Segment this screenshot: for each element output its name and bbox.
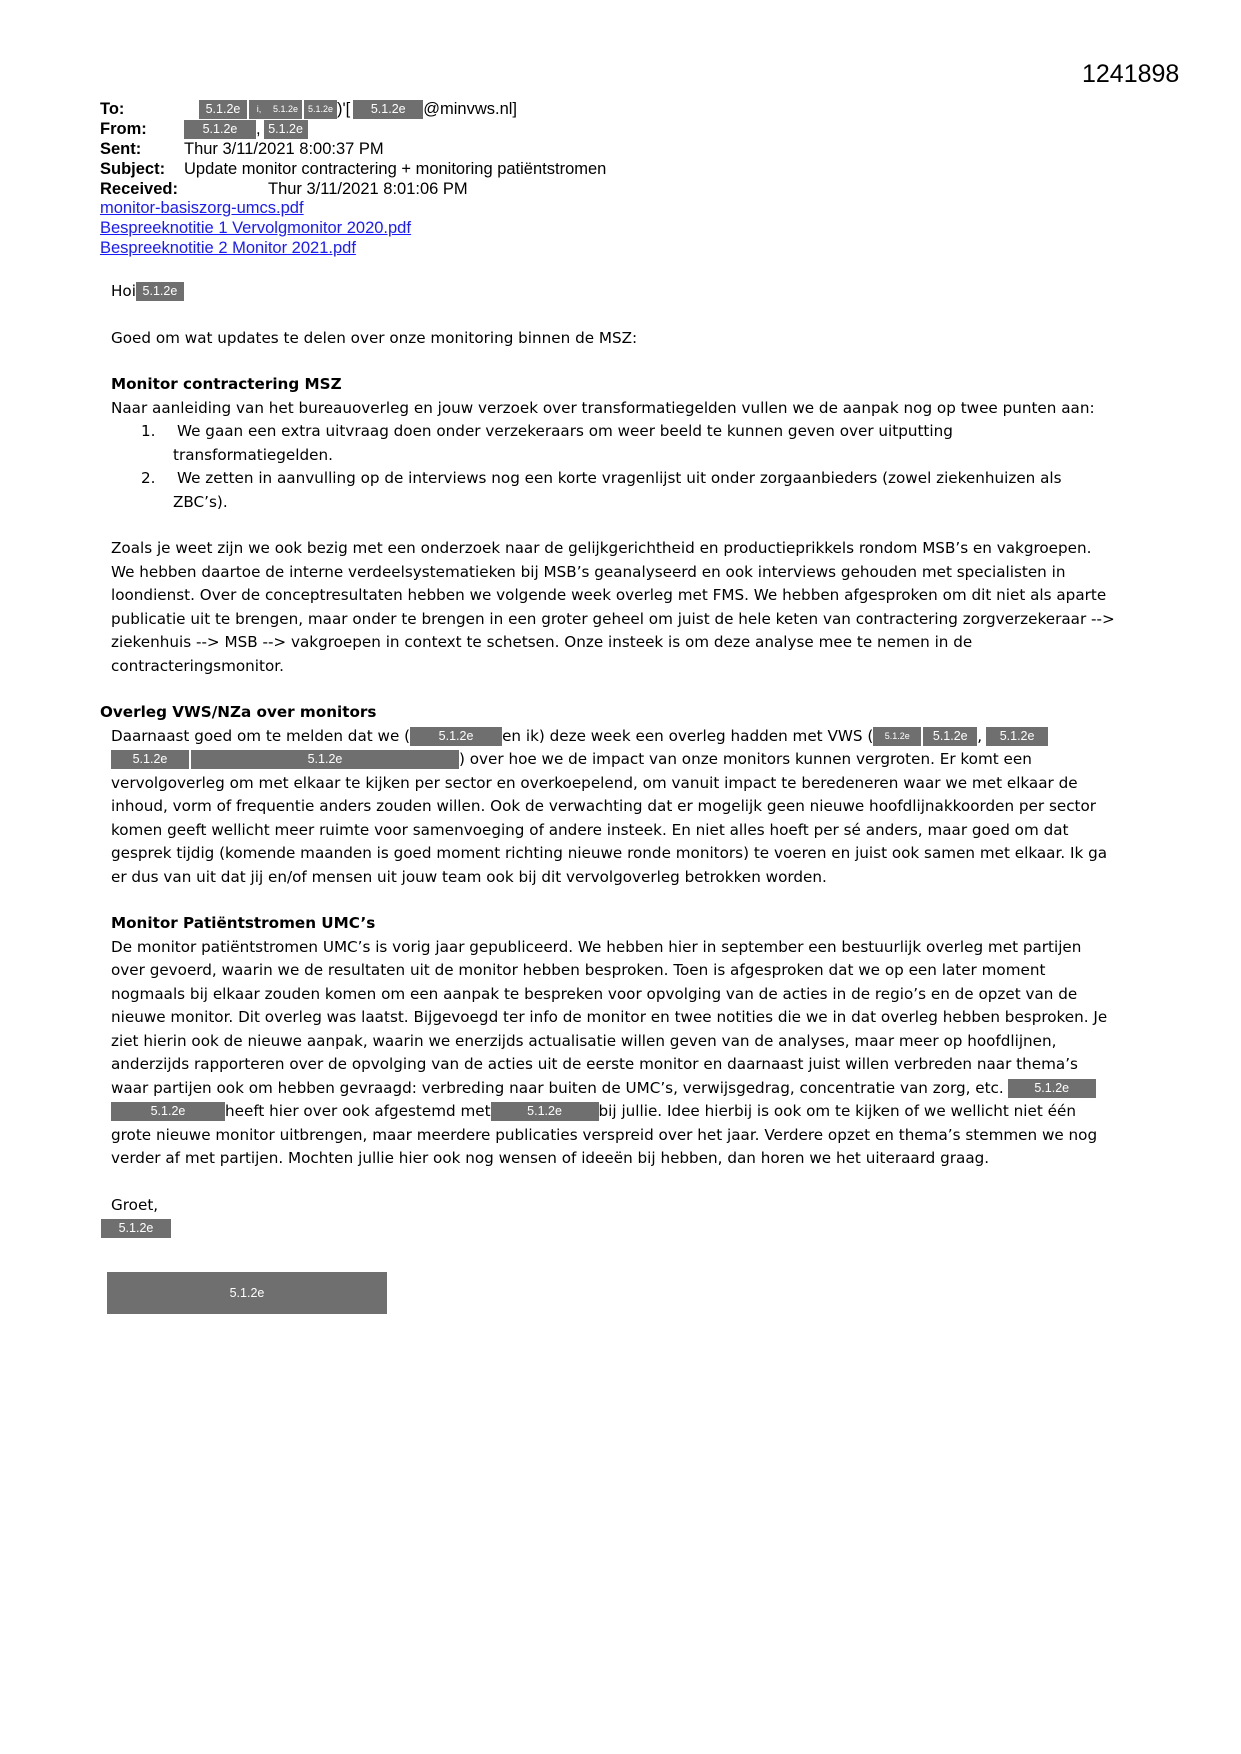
text-line [111, 725, 1141, 749]
text-line [111, 1100, 1141, 1124]
redaction: 5.1.2e [136, 282, 184, 301]
redaction: 5.1.2e [491, 1102, 599, 1121]
text-line: gesprek tijdig (komende maanden is goed moment richting nieuwe ronde monitors) te voeren en juist ook samen met elkaar. Ik ga [111, 844, 1108, 862]
redaction-separator: i, [249, 100, 269, 119]
text-line: publicatie uit te brengen, maar onder te brengen in een groter geheel om juist de hele keten van contractering zorgverzekeraar --> [111, 609, 1115, 628]
text-line: komen geeft wellicht meer ruimte voor samenvoeging of andere insteek. En niet alles hoeft per sé anders, maar goed om dat [111, 820, 1069, 839]
paragraph: Naar aanleiding van het bureauoverleg en jouw verzoek over transformatiegelden vullen we de aanpak nog op twee punten aan: [111, 398, 1095, 417]
section-title-contractering: Monitor contractering MSZ [111, 375, 342, 393]
to-domain: @minvws.nl] [423, 100, 517, 118]
greeting-line [111, 280, 1141, 304]
text-line: De monitor patiëntstromen UMC’s is vorig jaar gepubliceerd. We hebben hier in september een bestuurlijk overleg met partijen [111, 937, 1082, 956]
text-fragment: Daarnaast goed om te melden dat we ( [111, 726, 411, 745]
closing: Groet, [111, 1195, 159, 1214]
to-separator: )'[ [337, 100, 351, 118]
text-line: Zoals je weet zijn we ook bezig met een onderzoek naar de gelijkgerichtheid en productieprikkels rondom MSB’s en vakgroepen. [111, 539, 1092, 557]
redaction: 5.1.2e [184, 120, 256, 139]
redaction: 5.1.2e [353, 100, 423, 119]
redaction: 5.1.2e [986, 727, 1048, 746]
redaction: 5.1.2e [1008, 1079, 1096, 1098]
list-text: transformatiegelden. [173, 445, 333, 464]
header-subject-row [100, 159, 606, 179]
email-body [100, 280, 1141, 1241]
header-sent-row [100, 139, 384, 159]
header-to-row [100, 99, 517, 119]
text-line: anderzijds rapporteren over de opvolging van de acties uit de eerste monitor en daarnaast juist willen verbreden naar thema’s [111, 1055, 1078, 1073]
redaction: 5.1.2e [923, 727, 977, 746]
subject-label: Subject: [100, 160, 166, 178]
text-line [111, 1077, 1141, 1101]
sent-label: Sent: [100, 140, 142, 158]
redaction: 5.1.2e [191, 750, 459, 769]
header-from-row [100, 119, 308, 139]
list-item [111, 467, 1141, 514]
text-line: grote nieuwe monitor uitbrengen, maar meerdere publicaties verspreid over het jaar. Verdere opzet en thema’s stemmen we nog [111, 1125, 1098, 1144]
redaction: 5.1.2e [304, 100, 337, 119]
redaction: 5.1.2e [873, 727, 921, 746]
text-line: verder af met partijen. Mochten jullie hier ook nog wensen of ideeën bij hebben, dan horen we het uiteraard graag. [111, 1149, 990, 1167]
attachment-link[interactable]: monitor-basiszorg-umcs.pdf [100, 199, 304, 217]
text-fragment: waar partijen ook om hebben gevraagd: verbreding naar buiten de UMC’s, verwijsgedrag, concentratie van zorg, etc. [111, 1078, 1004, 1097]
list-number: 1. [141, 422, 156, 440]
received-label: Received: [100, 180, 178, 198]
text-fragment: ) over hoe we de impact van onze monitors kunnen vergroten. Er komt een [459, 750, 1032, 768]
signature-line [111, 1217, 1141, 1241]
to-label: To: [100, 100, 125, 118]
list-item [111, 420, 1141, 467]
redaction: 5.1.2e [111, 750, 189, 769]
greeting: Hoi [111, 282, 136, 300]
text-line: vervolgoverleg om met elkaar te kijken per sector en overkoepelend, om vanuit impact te beredeneren waar we met elkaar de [111, 773, 1078, 792]
from-label: From: [100, 120, 147, 138]
list-text: We zetten in aanvulling op de interviews nog een korte vragenlijst uit onder zorgaanbieders (zowel ziekenhuizen als [177, 469, 1062, 487]
text-line: nogmaals bij elkaar zouden komen om een aanpak te bespreken voor opvolging van de acties in de regio’s en de opzet van de [111, 984, 1078, 1003]
redaction: 5.1.2e [410, 727, 502, 746]
list-text: ZBC’s). [173, 492, 228, 511]
subject-value: Update monitor contractering + monitoring patiëntstromen [184, 160, 607, 178]
redaction: 5.1.2e [264, 120, 308, 139]
text-line: ziekenhuis --> MSB --> vakgroepen in context te schetsen. Onze insteek is om deze analyse mee te nemen in de [111, 633, 973, 651]
header-received-row [100, 179, 468, 199]
sent-value: Thur 3/11/2021 8:00:37 PM [184, 140, 384, 158]
redaction: 5.1.2e [101, 1219, 171, 1238]
text-line: inhoud, vorm of frequentie anders zouden willen. Ook de verwachting dat er mogelijk geen nieuwe hoofdlijnakkoorden per sector [111, 797, 1097, 815]
redaction: 5.1.2e [111, 1102, 225, 1121]
text-fragment: , [977, 726, 983, 745]
text-fragment: heeft hier over ook afgestemd met [225, 1102, 491, 1120]
text-line: contracteringsmonitor. [111, 656, 284, 675]
text-line: over gevoerd, waarin we de resultaten uit de monitor hebben besproken. Toen is afgesproken dat we op een later moment [111, 961, 1046, 979]
text-line: nieuwe monitor. Dit overleg was laatst. Bijgevoegd ter info de monitor en twee notities die we in dat overleg hebben besproken. Je [111, 1008, 1108, 1026]
redaction-signature-block: 5.1.2e [107, 1272, 387, 1314]
text-fragment: en ik) deze week een overleg hadden met VWS ( [502, 726, 874, 745]
list-number: 2. [141, 469, 156, 487]
document-number: 1241898 [1082, 60, 1180, 88]
text-line: ziet hierin ook de nieuwe aanpak, waarin we enerzijds actualisatie willen geven van de analyses, maar meer op hoofdlijnen, [111, 1031, 1057, 1050]
attachment-link[interactable]: Bespreeknotitie 2 Monitor 2021.pdf [100, 239, 356, 257]
text-line: er dus van uit dat jij en/of mensen uit jouw team ook bij dit vervolgoverleg betrokken worden. [111, 867, 827, 886]
section-title-patientstromen: Monitor Patiëntstromen UMC’s [111, 914, 376, 932]
from-separator: , [256, 120, 261, 138]
list-text: We gaan een extra uitvraag doen onder verzekeraars om weer beeld te kunnen geven over uitputting [177, 422, 953, 440]
redaction: 5.1.2e [269, 100, 302, 119]
attachment-link[interactable]: Bespreeknotitie 1 Vervolgmonitor 2020.pdf [100, 219, 411, 237]
text-line [111, 748, 1141, 772]
intro: Goed om wat updates te delen over onze monitoring binnen de MSZ: [111, 328, 638, 347]
text-line: loondienst. Over de conceptresultaten hebben we volgende week overleg met FMS. We hebben afgesproken om dit niet als aparte [111, 586, 1107, 604]
text-line: We hebben daartoe de interne verdeelsystematieken bij MSB’s geanalyseerd en ook interviews gehouden met specialisten in [111, 562, 1066, 581]
received-value: Thur 3/11/2021 8:01:06 PM [268, 180, 468, 198]
text-fragment: bij jullie. Idee hierbij is ook om te kijken of we wellicht niet één [598, 1102, 1076, 1120]
section-title-overleg: Overleg VWS/NZa over monitors [100, 703, 377, 721]
redaction: 5.1.2e [199, 100, 247, 119]
